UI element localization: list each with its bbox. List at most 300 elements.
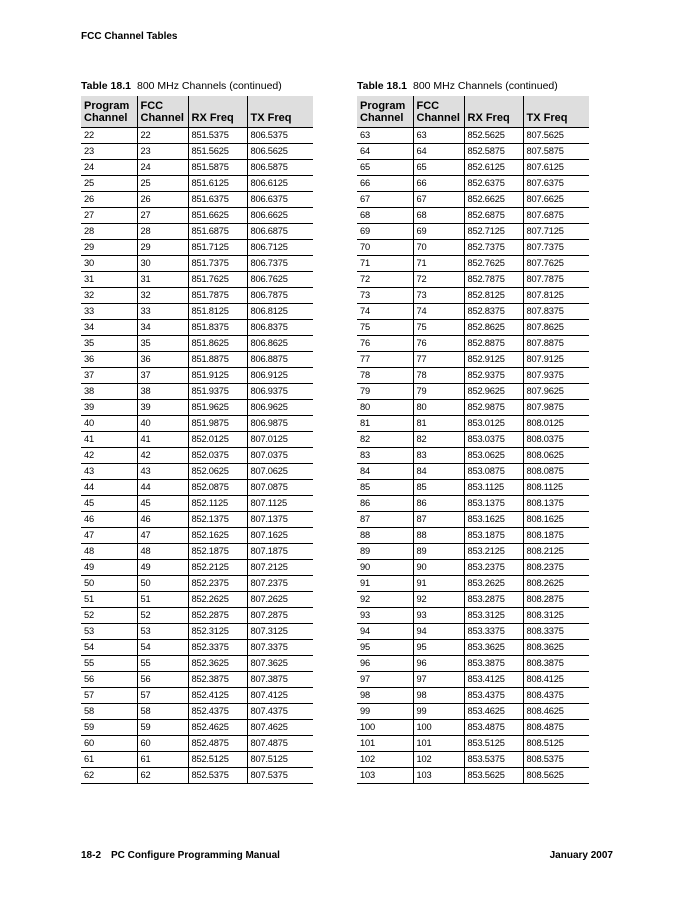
cell-program-channel: 89 [357, 544, 413, 560]
cell-rx-freq: 851.6375 [188, 192, 247, 208]
cell-rx-freq: 852.3875 [188, 672, 247, 688]
cell-rx-freq: 852.8625 [464, 320, 523, 336]
cell-rx-freq: 852.0625 [188, 464, 247, 480]
table-row [357, 416, 589, 432]
table-row [81, 416, 313, 432]
cell-rx-freq: 851.9875 [188, 416, 247, 432]
table-row [81, 128, 313, 144]
cell-program-channel: 88 [357, 528, 413, 544]
cell-fcc-channel: 102 [413, 752, 464, 768]
cell-tx-freq: 806.7125 [247, 240, 313, 256]
cell-tx-freq: 807.8875 [523, 336, 589, 352]
cell-rx-freq: 852.7125 [464, 224, 523, 240]
cell-program-channel: 86 [357, 496, 413, 512]
cell-tx-freq: 806.9125 [247, 368, 313, 384]
cell-tx-freq: 806.7625 [247, 272, 313, 288]
cell-fcc-channel: 51 [137, 592, 188, 608]
table-row [81, 304, 313, 320]
cell-tx-freq: 807.0125 [247, 432, 313, 448]
cell-tx-freq: 808.3625 [523, 640, 589, 656]
cell-tx-freq: 808.1375 [523, 496, 589, 512]
table-row [357, 528, 589, 544]
cell-program-channel: 60 [81, 736, 137, 752]
table-row [81, 400, 313, 416]
header-program-channel: Program Channel [81, 96, 137, 128]
cell-tx-freq: 808.4625 [523, 704, 589, 720]
table-row [81, 320, 313, 336]
cell-program-channel: 48 [81, 544, 137, 560]
running-head: FCC Channel Tables [81, 31, 178, 42]
cell-rx-freq: 851.8875 [188, 352, 247, 368]
cell-tx-freq: 808.0875 [523, 464, 589, 480]
cell-rx-freq: 852.2375 [188, 576, 247, 592]
table-row [357, 560, 589, 576]
cell-fcc-channel: 69 [413, 224, 464, 240]
cell-program-channel: 52 [81, 608, 137, 624]
cell-program-channel: 93 [357, 608, 413, 624]
table-row [357, 320, 589, 336]
table-row [81, 624, 313, 640]
cell-tx-freq: 808.3875 [523, 656, 589, 672]
cell-rx-freq: 853.2875 [464, 592, 523, 608]
cell-fcc-channel: 87 [413, 512, 464, 528]
cell-rx-freq: 853.5625 [464, 768, 523, 784]
cell-tx-freq: 807.6625 [523, 192, 589, 208]
table-row [81, 672, 313, 688]
cell-rx-freq: 852.4875 [188, 736, 247, 752]
cell-rx-freq: 853.1125 [464, 480, 523, 496]
cell-fcc-channel: 78 [413, 368, 464, 384]
table-row [81, 208, 313, 224]
cell-fcc-channel: 49 [137, 560, 188, 576]
cell-fcc-channel: 52 [137, 608, 188, 624]
cell-program-channel: 57 [81, 688, 137, 704]
cell-rx-freq: 852.8875 [464, 336, 523, 352]
cell-program-channel: 90 [357, 560, 413, 576]
cell-rx-freq: 852.4125 [188, 688, 247, 704]
cell-fcc-channel: 37 [137, 368, 188, 384]
cell-fcc-channel: 56 [137, 672, 188, 688]
cell-program-channel: 49 [81, 560, 137, 576]
cell-tx-freq: 806.5375 [247, 128, 313, 144]
cell-fcc-channel: 31 [137, 272, 188, 288]
cell-rx-freq: 853.4375 [464, 688, 523, 704]
cell-program-channel: 22 [81, 128, 137, 144]
cell-rx-freq: 853.4875 [464, 720, 523, 736]
table-header-row [357, 96, 589, 128]
cell-rx-freq: 852.0125 [188, 432, 247, 448]
table-row [357, 736, 589, 752]
cell-fcc-channel: 34 [137, 320, 188, 336]
table-row [81, 464, 313, 480]
cell-tx-freq: 807.2375 [247, 576, 313, 592]
cell-fcc-channel: 74 [413, 304, 464, 320]
cell-rx-freq: 851.7375 [188, 256, 247, 272]
cell-rx-freq: 851.6625 [188, 208, 247, 224]
table-row [81, 448, 313, 464]
cell-tx-freq: 808.5625 [523, 768, 589, 784]
cell-program-channel: 42 [81, 448, 137, 464]
cell-rx-freq: 852.5875 [464, 144, 523, 160]
cell-rx-freq: 852.7625 [464, 256, 523, 272]
cell-tx-freq: 808.2375 [523, 560, 589, 576]
cell-tx-freq: 808.2625 [523, 576, 589, 592]
cell-rx-freq: 852.6375 [464, 176, 523, 192]
cell-tx-freq: 808.4125 [523, 672, 589, 688]
cell-fcc-channel: 61 [137, 752, 188, 768]
table-row [357, 272, 589, 288]
cell-program-channel: 34 [81, 320, 137, 336]
cell-fcc-channel: 94 [413, 624, 464, 640]
cell-fcc-channel: 65 [413, 160, 464, 176]
table-row [357, 720, 589, 736]
cell-fcc-channel: 76 [413, 336, 464, 352]
cell-tx-freq: 808.4375 [523, 688, 589, 704]
cell-rx-freq: 851.9375 [188, 384, 247, 400]
table-row [357, 656, 589, 672]
cell-program-channel: 27 [81, 208, 137, 224]
table-row [357, 432, 589, 448]
cell-fcc-channel: 72 [413, 272, 464, 288]
cell-tx-freq: 808.0375 [523, 432, 589, 448]
cell-tx-freq: 807.9125 [523, 352, 589, 368]
cell-fcc-channel: 86 [413, 496, 464, 512]
cell-fcc-channel: 103 [413, 768, 464, 784]
cell-rx-freq: 853.5375 [464, 752, 523, 768]
header-tx-freq: TX Freq [247, 96, 313, 128]
table-row [81, 256, 313, 272]
cell-rx-freq: 853.5125 [464, 736, 523, 752]
cell-rx-freq: 852.4625 [188, 720, 247, 736]
cell-tx-freq: 807.0375 [247, 448, 313, 464]
cell-program-channel: 26 [81, 192, 137, 208]
table-row [357, 176, 589, 192]
cell-tx-freq: 806.5625 [247, 144, 313, 160]
cell-rx-freq: 851.5625 [188, 144, 247, 160]
cell-program-channel: 75 [357, 320, 413, 336]
cell-program-channel: 96 [357, 656, 413, 672]
cell-rx-freq: 852.6125 [464, 160, 523, 176]
table-caption-title: 800 MHz Channels (continued) [137, 80, 282, 92]
cell-rx-freq: 852.1875 [188, 544, 247, 560]
cell-fcc-channel: 79 [413, 384, 464, 400]
cell-rx-freq: 853.0875 [464, 464, 523, 480]
cell-program-channel: 58 [81, 704, 137, 720]
cell-fcc-channel: 95 [413, 640, 464, 656]
cell-fcc-channel: 41 [137, 432, 188, 448]
table-row [357, 400, 589, 416]
cell-fcc-channel: 25 [137, 176, 188, 192]
cell-rx-freq: 851.5375 [188, 128, 247, 144]
table-row [81, 592, 313, 608]
cell-tx-freq: 806.8375 [247, 320, 313, 336]
cell-fcc-channel: 97 [413, 672, 464, 688]
cell-program-channel: 66 [357, 176, 413, 192]
header-fcc-channel: FCC Channel [413, 96, 464, 128]
cell-fcc-channel: 101 [413, 736, 464, 752]
cell-program-channel: 28 [81, 224, 137, 240]
cell-fcc-channel: 60 [137, 736, 188, 752]
table-row [357, 128, 589, 144]
cell-fcc-channel: 77 [413, 352, 464, 368]
cell-fcc-channel: 70 [413, 240, 464, 256]
cell-rx-freq: 853.1875 [464, 528, 523, 544]
table-row [81, 176, 313, 192]
cell-tx-freq: 807.8625 [523, 320, 589, 336]
cell-tx-freq: 807.5625 [523, 128, 589, 144]
cell-program-channel: 99 [357, 704, 413, 720]
cell-program-channel: 74 [357, 304, 413, 320]
cell-tx-freq: 807.2125 [247, 560, 313, 576]
cell-program-channel: 32 [81, 288, 137, 304]
table-caption-label: Table 18.1 [81, 80, 131, 92]
table-row [357, 448, 589, 464]
cell-rx-freq: 852.3375 [188, 640, 247, 656]
cell-rx-freq: 852.8375 [464, 304, 523, 320]
cell-rx-freq: 852.7875 [464, 272, 523, 288]
cell-program-channel: 61 [81, 752, 137, 768]
cell-program-channel: 76 [357, 336, 413, 352]
cell-tx-freq: 807.3375 [247, 640, 313, 656]
cell-tx-freq: 807.1375 [247, 512, 313, 528]
cell-program-channel: 94 [357, 624, 413, 640]
cell-rx-freq: 851.9125 [188, 368, 247, 384]
cell-rx-freq: 853.2125 [464, 544, 523, 560]
table-row [81, 480, 313, 496]
table-row [357, 672, 589, 688]
cell-tx-freq: 807.5875 [523, 144, 589, 160]
cell-tx-freq: 807.6875 [523, 208, 589, 224]
table-row [81, 560, 313, 576]
table-row [81, 384, 313, 400]
table-row [81, 144, 313, 160]
cell-tx-freq: 807.3625 [247, 656, 313, 672]
cell-fcc-channel: 96 [413, 656, 464, 672]
cell-tx-freq: 808.2875 [523, 592, 589, 608]
cell-tx-freq: 807.8375 [523, 304, 589, 320]
cell-program-channel: 56 [81, 672, 137, 688]
cell-rx-freq: 853.3125 [464, 608, 523, 624]
cell-fcc-channel: 54 [137, 640, 188, 656]
table-row [81, 576, 313, 592]
cell-tx-freq: 806.8875 [247, 352, 313, 368]
header-program-channel: Program Channel [357, 96, 413, 128]
cell-rx-freq: 852.9875 [464, 400, 523, 416]
cell-tx-freq: 807.0625 [247, 464, 313, 480]
table-row [81, 704, 313, 720]
cell-fcc-channel: 85 [413, 480, 464, 496]
table-row [81, 272, 313, 288]
cell-fcc-channel: 75 [413, 320, 464, 336]
cell-program-channel: 98 [357, 688, 413, 704]
cell-program-channel: 46 [81, 512, 137, 528]
cell-fcc-channel: 29 [137, 240, 188, 256]
table-row [357, 240, 589, 256]
cell-fcc-channel: 89 [413, 544, 464, 560]
cell-program-channel: 92 [357, 592, 413, 608]
cell-fcc-channel: 82 [413, 432, 464, 448]
cell-tx-freq: 807.4875 [247, 736, 313, 752]
cell-program-channel: 44 [81, 480, 137, 496]
cell-program-channel: 54 [81, 640, 137, 656]
cell-tx-freq: 806.6125 [247, 176, 313, 192]
cell-program-channel: 40 [81, 416, 137, 432]
table-row [357, 576, 589, 592]
cell-fcc-channel: 42 [137, 448, 188, 464]
cell-fcc-channel: 100 [413, 720, 464, 736]
cell-tx-freq: 807.1625 [247, 528, 313, 544]
cell-rx-freq: 851.7625 [188, 272, 247, 288]
table-row [81, 736, 313, 752]
cell-fcc-channel: 83 [413, 448, 464, 464]
cell-tx-freq: 807.1125 [247, 496, 313, 512]
cell-fcc-channel: 26 [137, 192, 188, 208]
cell-tx-freq: 807.5375 [247, 768, 313, 784]
table-row [357, 768, 589, 784]
cell-rx-freq: 853.3625 [464, 640, 523, 656]
cell-program-channel: 62 [81, 768, 137, 784]
table-row [357, 688, 589, 704]
table-caption-label: Table 18.1 [357, 80, 407, 92]
cell-rx-freq: 853.2625 [464, 576, 523, 592]
cell-program-channel: 65 [357, 160, 413, 176]
page-number: 18-2 [81, 850, 102, 861]
cell-program-channel: 31 [81, 272, 137, 288]
table-row [81, 288, 313, 304]
cell-fcc-channel: 50 [137, 576, 188, 592]
cell-fcc-channel: 58 [137, 704, 188, 720]
cell-tx-freq: 807.7875 [523, 272, 589, 288]
cell-rx-freq: 853.3375 [464, 624, 523, 640]
table-row [357, 624, 589, 640]
cell-fcc-channel: 91 [413, 576, 464, 592]
cell-fcc-channel: 30 [137, 256, 188, 272]
cell-rx-freq: 852.2625 [188, 592, 247, 608]
cell-program-channel: 83 [357, 448, 413, 464]
cell-rx-freq: 852.5375 [188, 768, 247, 784]
cell-rx-freq: 851.9625 [188, 400, 247, 416]
cell-program-channel: 85 [357, 480, 413, 496]
cell-rx-freq: 852.9625 [464, 384, 523, 400]
cell-tx-freq: 806.7375 [247, 256, 313, 272]
cell-program-channel: 84 [357, 464, 413, 480]
cell-fcc-channel: 68 [413, 208, 464, 224]
table-row [81, 224, 313, 240]
cell-rx-freq: 852.0875 [188, 480, 247, 496]
cell-fcc-channel: 92 [413, 592, 464, 608]
cell-fcc-channel: 35 [137, 336, 188, 352]
header-tx-freq: TX Freq [523, 96, 589, 128]
cell-tx-freq: 806.5875 [247, 160, 313, 176]
cell-program-channel: 67 [357, 192, 413, 208]
cell-fcc-channel: 84 [413, 464, 464, 480]
cell-fcc-channel: 57 [137, 688, 188, 704]
table-row [81, 496, 313, 512]
cell-program-channel: 30 [81, 256, 137, 272]
cell-program-channel: 43 [81, 464, 137, 480]
cell-tx-freq: 807.1875 [247, 544, 313, 560]
cell-fcc-channel: 63 [413, 128, 464, 144]
cell-tx-freq: 808.3375 [523, 624, 589, 640]
cell-program-channel: 70 [357, 240, 413, 256]
cell-tx-freq: 807.9875 [523, 400, 589, 416]
cell-tx-freq: 808.1625 [523, 512, 589, 528]
cell-tx-freq: 806.8625 [247, 336, 313, 352]
cell-rx-freq: 852.6875 [464, 208, 523, 224]
cell-tx-freq: 807.7125 [523, 224, 589, 240]
cell-fcc-channel: 73 [413, 288, 464, 304]
cell-rx-freq: 851.6875 [188, 224, 247, 240]
cell-program-channel: 73 [357, 288, 413, 304]
footer-date: January 2007 [549, 850, 613, 861]
cell-program-channel: 100 [357, 720, 413, 736]
cell-rx-freq: 853.4625 [464, 704, 523, 720]
cell-program-channel: 29 [81, 240, 137, 256]
cell-program-channel: 63 [357, 128, 413, 144]
table-row [81, 336, 313, 352]
table-row [357, 544, 589, 560]
table-row [357, 704, 589, 720]
cell-tx-freq: 808.1125 [523, 480, 589, 496]
cell-tx-freq: 807.8125 [523, 288, 589, 304]
cell-fcc-channel: 71 [413, 256, 464, 272]
cell-fcc-channel: 59 [137, 720, 188, 736]
cell-fcc-channel: 40 [137, 416, 188, 432]
table-row [81, 432, 313, 448]
cell-rx-freq: 851.8625 [188, 336, 247, 352]
cell-fcc-channel: 43 [137, 464, 188, 480]
cell-fcc-channel: 47 [137, 528, 188, 544]
table-caption-title: 800 MHz Channels (continued) [413, 80, 558, 92]
cell-program-channel: 41 [81, 432, 137, 448]
table-row [357, 288, 589, 304]
cell-rx-freq: 853.4125 [464, 672, 523, 688]
cell-rx-freq: 851.7125 [188, 240, 247, 256]
cell-fcc-channel: 38 [137, 384, 188, 400]
cell-program-channel: 80 [357, 400, 413, 416]
cell-tx-freq: 806.9375 [247, 384, 313, 400]
cell-tx-freq: 808.4875 [523, 720, 589, 736]
cell-fcc-channel: 66 [413, 176, 464, 192]
cell-rx-freq: 851.8125 [188, 304, 247, 320]
cell-rx-freq: 852.5125 [188, 752, 247, 768]
cell-tx-freq: 807.4125 [247, 688, 313, 704]
table-row [81, 720, 313, 736]
cell-rx-freq: 852.5625 [464, 128, 523, 144]
table-row [357, 592, 589, 608]
header-rx-freq: RX Freq [188, 96, 247, 128]
cell-rx-freq: 852.0375 [188, 448, 247, 464]
cell-tx-freq: 807.6375 [523, 176, 589, 192]
table-row [81, 352, 313, 368]
cell-fcc-channel: 53 [137, 624, 188, 640]
table-row [357, 336, 589, 352]
cell-fcc-channel: 28 [137, 224, 188, 240]
cell-program-channel: 103 [357, 768, 413, 784]
table-row [81, 640, 313, 656]
cell-tx-freq: 807.2625 [247, 592, 313, 608]
cell-rx-freq: 852.1375 [188, 512, 247, 528]
cell-rx-freq: 851.6125 [188, 176, 247, 192]
table-row [81, 528, 313, 544]
cell-program-channel: 95 [357, 640, 413, 656]
cell-rx-freq: 852.2125 [188, 560, 247, 576]
cell-fcc-channel: 24 [137, 160, 188, 176]
table-row [357, 640, 589, 656]
cell-program-channel: 50 [81, 576, 137, 592]
table-row [81, 160, 313, 176]
cell-fcc-channel: 39 [137, 400, 188, 416]
